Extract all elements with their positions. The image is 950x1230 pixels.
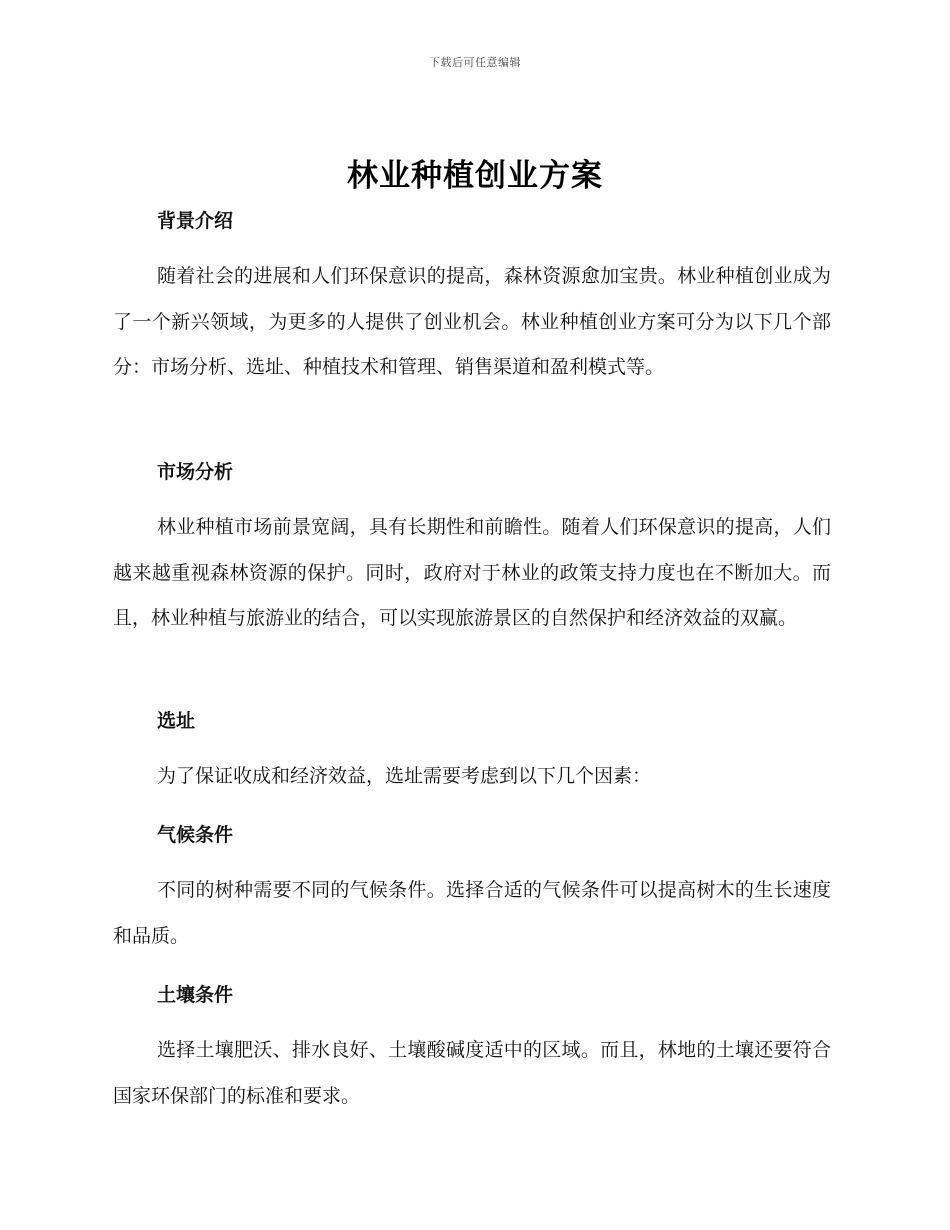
page-header-note: 下载后可任意编辑 — [429, 56, 521, 69]
section-heading: 气候条件 — [157, 824, 234, 846]
section-heading: 土壤条件 — [157, 984, 234, 1006]
section-heading: 背景介绍 — [157, 210, 234, 232]
section-paragraph: 为了保证收成和经济效益，选址需要考虑到以下几个因素： — [157, 765, 652, 787]
section-paragraph: 林业种植市场前景宽阔，具有长期性和前瞻性。随着人们环保意识的提高，人们越来越重视森林资源的保护。同时，政府对于林业的政策支持力度也在不断加大。而且，林业种植与旅游业的结合，可以实现旅游景区的自然保护和经济效益的双赢。 — [113, 516, 831, 629]
section-paragraph: 选择土壤肥沃、排水良好、土壤酸碱度适中的区域。而且，林地的土壤还要符合国家环保部门的标准和要求。 — [113, 1039, 831, 1107]
section-climate — [113, 821, 831, 959]
section-heading: 市场分析 — [157, 461, 234, 483]
document-title: 林业种植创业方案 — [347, 158, 603, 194]
section-background — [113, 207, 831, 391]
section-paragraph: 不同的树种需要不同的气候条件。选择合适的气候条件可以提高树木的生长速度和品质。 — [113, 879, 831, 947]
section-soil — [113, 981, 831, 1119]
section-heading: 选址 — [157, 710, 196, 732]
section-paragraph: 随着社会的进展和人们环保意识的提高，森林资源愈加宝贵。林业种植创业成为了一个新兴领域，为更多的人提供了创业机会。林业种植创业方案可分为以下几个部分：市场分析、选址、种植技术和管理、销售渠道和盈利模式等。 — [113, 265, 831, 378]
section-site-selection — [113, 707, 831, 800]
section-market-analysis — [113, 458, 831, 642]
